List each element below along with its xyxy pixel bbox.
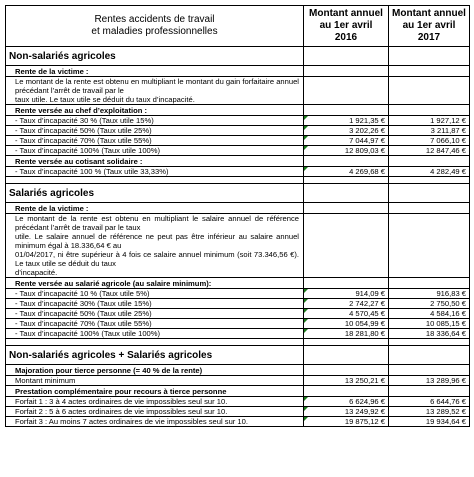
sa-victime-text: Le montant de la rente est obtenu en multipliant le salaire annuel de référence précédant l’arrêt de travail par le taux utile. Le salaire annuel de référence ne peut pas être inférieur au salaire annuel minimum égal à 18.336,64 € au 01/04/2017, ni être supérieur à 4 fois ce salaire annuel minimum (soit 73.346,56 €). Le taux utile se déduit du taux d’incapacité. — [6, 214, 304, 278]
marker-icon — [304, 319, 308, 323]
table-row: - Taux d’incapacité 30% (Taux utile 15%) 2 742,27 € 2 750,50 € — [6, 299, 470, 309]
marker-icon — [304, 116, 308, 120]
table-row: - Taux d’incapacité 10 % (Taux utile 5%) 914,09 € 916,83 € — [6, 289, 470, 299]
table-row: Forfait 3 : Au moins 7 actes ordinaires de vie impossibles seul sur 10. 19 875,12 € 19 934,64 € — [6, 417, 470, 427]
marker-icon — [304, 309, 308, 313]
marker-icon — [304, 167, 308, 171]
nsa-victime-text: Le montant de la rente est obtenu en multipliant le montant du gain forfaitaire annuel précédant l’arrêt de travail par le taux utile. Le taux utile se déduit du taux d’incapacité. — [6, 77, 304, 105]
section-title-sa: Salariés agricoles — [6, 184, 304, 203]
header-row — [6, 6, 470, 47]
table-row: - Taux d’incapacité 70% (Taux utile 55%) 7 044,97 € 7 066,10 € — [6, 136, 470, 146]
marker-icon — [304, 417, 308, 421]
section-title-both: Non-salariés agricoles + Salariés agricoles — [6, 346, 304, 365]
table-row: - Taux d’incapacité 100 % (Taux utile 33,33%) 4 269,68 € 4 282,49 € — [6, 167, 470, 177]
nsa-chef-title: Rente versée au chef d’exploitation : — [6, 105, 304, 116]
header-2016: Montant annuel au 1er avril 2016 — [304, 6, 389, 47]
marker-icon — [304, 407, 308, 411]
table-row: - Taux d’incapacité 100% (Taux utile 100%) 18 281,80 € 18 336,64 € — [6, 329, 470, 339]
table-row: - Taux d’incapacité 70% (Taux utile 55%) 10 054,99 € 10 085,15 € — [6, 319, 470, 329]
nsa-solidaire-title: Rente versée au cotisant solidaire : — [6, 156, 304, 167]
majoration-title: Majoration pour tierce personne (= 40 % de la rente) — [6, 365, 304, 376]
marker-icon — [304, 126, 308, 130]
table-row: - Taux d’incapacité 100% (Taux utile 100%) 12 809,03 € 12 847,46 € — [6, 146, 470, 156]
marker-icon — [304, 397, 308, 401]
table-row: - Taux d’incapacité 30 % (Taux utile 15%) 1 921,35 € 1 927,12 € — [6, 116, 470, 126]
marker-icon — [304, 329, 308, 333]
sa-victime-title: Rente de la victime : — [6, 203, 304, 214]
table-row: Forfait 1 : 3 à 4 actes ordinaires de vie impossibles seul sur 10. 6 624,96 € 6 644,76 € — [6, 397, 470, 407]
header-2017: Montant annuel au 1er avril 2017 — [389, 6, 470, 47]
marker-icon — [304, 299, 308, 303]
rentes-table — [5, 5, 470, 427]
table-row: Montant minimum 13 250,21 € 13 289,96 € — [6, 376, 470, 386]
marker-icon — [304, 136, 308, 140]
nsa-victime-title: Rente de la victime : — [6, 66, 304, 77]
marker-icon — [304, 289, 308, 293]
header-title: Rentes accidents de travail et maladies professionnelles — [6, 6, 304, 47]
prestation-title: Prestation complémentaire pour recours à tierce personne — [6, 386, 304, 397]
table-row: - Taux d’incapacité 50% (Taux utile 25%) 3 202,26 € 3 211,87 € — [6, 126, 470, 136]
table-row: Forfait 2 : 5 à 6 actes ordinaires de vie impossibles seul sur 10. 13 249,92 € 13 289,52 € — [6, 407, 470, 417]
table-row: - Taux d’incapacité 50% (Taux utile 25%) 4 570,45 € 4 584,16 € — [6, 309, 470, 319]
section-title-nsa: Non-salariés agricoles — [6, 47, 304, 66]
sa-salarie-title: Rente versée au salarié agricole (au salaire minimum): — [6, 278, 304, 289]
marker-icon — [304, 146, 308, 150]
